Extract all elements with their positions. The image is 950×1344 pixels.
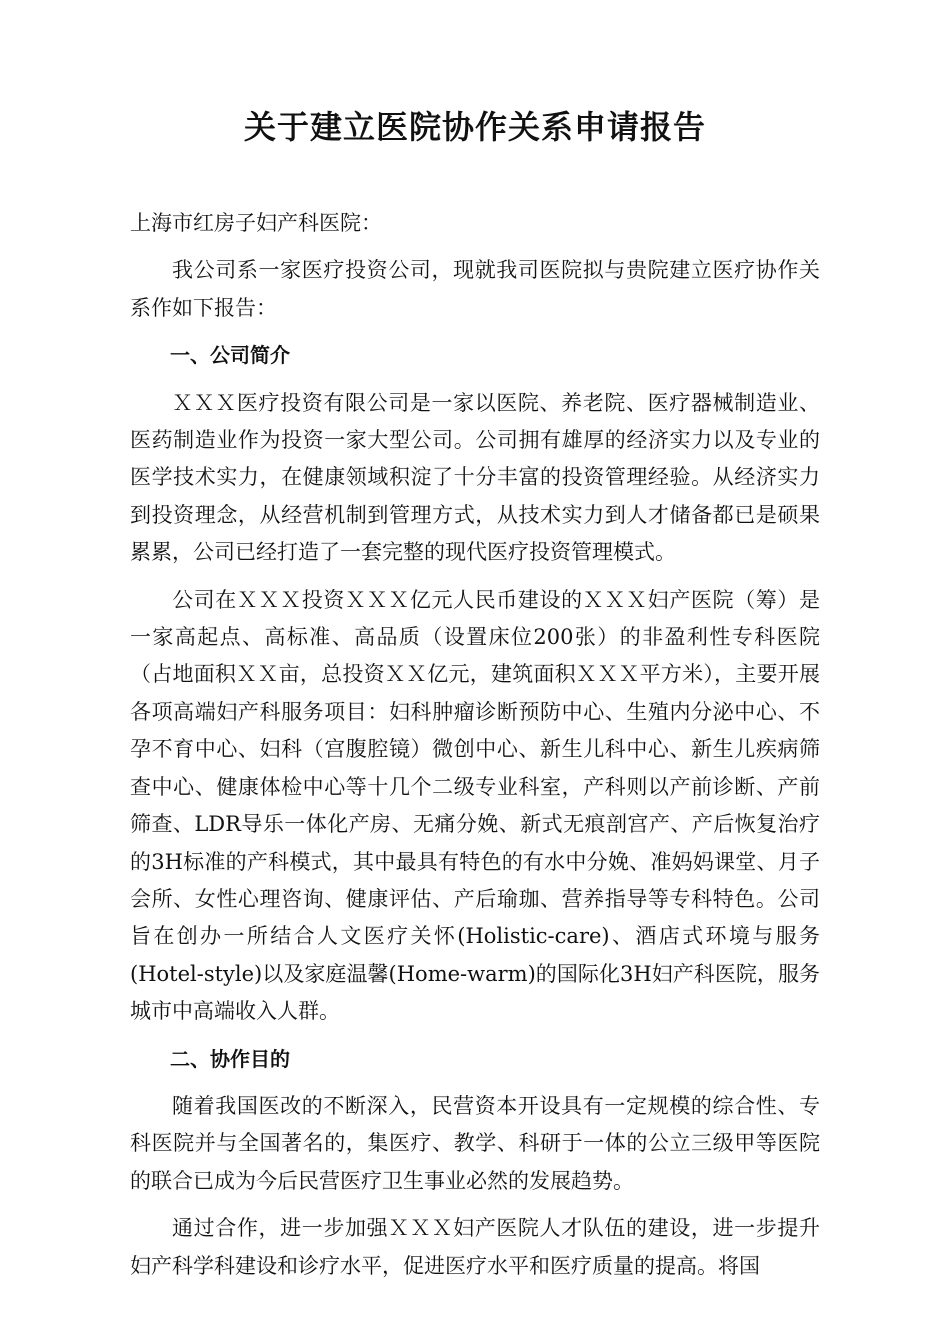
company-profile-paragraph-2: 公司在ＸＸＸ投资ＸＸＸ亿元人民币建设的ＸＸＸ妇产医院（筹）是一家高起点、高标准、高品质（设置床位200张）的非盈利性专科医院（占地面积ＸＸ亩，总投资ＸＸ亿元，建筑面积ＸＸＸ平方米），主要开展各项高端妇产科服务项目：妇科肿瘤诊断预防中心、生殖内分泌中心、不孕不育中心、妇科（宫腹腔镜）微创中心、新生儿科中心、新生儿疾病筛查中心、健康体检中心等十几个二级专业科室，产科则以产前诊断、产前筛查、LDR导乐一体化产房、无痛分娩、新式无痕剖宫产、产后恢复治疗的3H标准的产科模式，其中最具有特色的有水中分娩、准妈妈课堂、月子会所、女性心理咨询、健康评估、产后瑜珈、营养指导等专科特色。公司旨在创办一所结合人文医疗关怀(Holistic-care)、酒店式环境与服务(Hotel-style)以及家庭温馨(Home-warm)的国际化3H妇产科医院，服务城市中高端收入人群。 [130,587,820,1024]
cooperation-purpose-paragraph-1: 随着我国医改的不断深入，民营资本开设具有一定规模的综合性、专科医院并与全国著名的，集医疗、教学、科研于一体的公立三级甲等医院的联合已成为今后民营医疗卫生事业必然的发展趋势。 [130,1093,820,1193]
document-title: 关于建立医院协作关系申请报告 [243,108,706,146]
section-heading-cooperation-purpose: 二、协作目的 [170,1046,290,1071]
intro-paragraph: 我公司系一家医疗投资公司，现就我司医院拟与贵院建立医疗协作关系作如下报告： [130,258,820,320]
company-profile-paragraph-1: ＸＸＸ医疗投资有限公司是一家以医院、养老院、医疗器械制造业、医药制造业作为投资一家大型公司。公司拥有雄厚的经济实力以及专业的医学技术实力，在健康领域积淀了十分丰富的投资管理经验。从经济实力到投资理念，从经营机制到管理方式，从技术实力到人才储备都已是硕果累累，公司已经打造了一套完整的现代医疗投资管理模式。 [130,390,820,565]
cooperation-purpose-paragraph-2: 通过合作，进一步加强ＸＸＸ妇产医院人才队伍的建设，进一步提升妇产科学科建设和诊疗水平，促进医疗水平和医疗质量的提高。将国 [130,1216,820,1278]
document-body [130,205,820,1295]
section-heading-company-profile: 一、公司简介 [170,343,290,368]
salutation: 上海市红房子妇产科医院： [130,211,382,235]
